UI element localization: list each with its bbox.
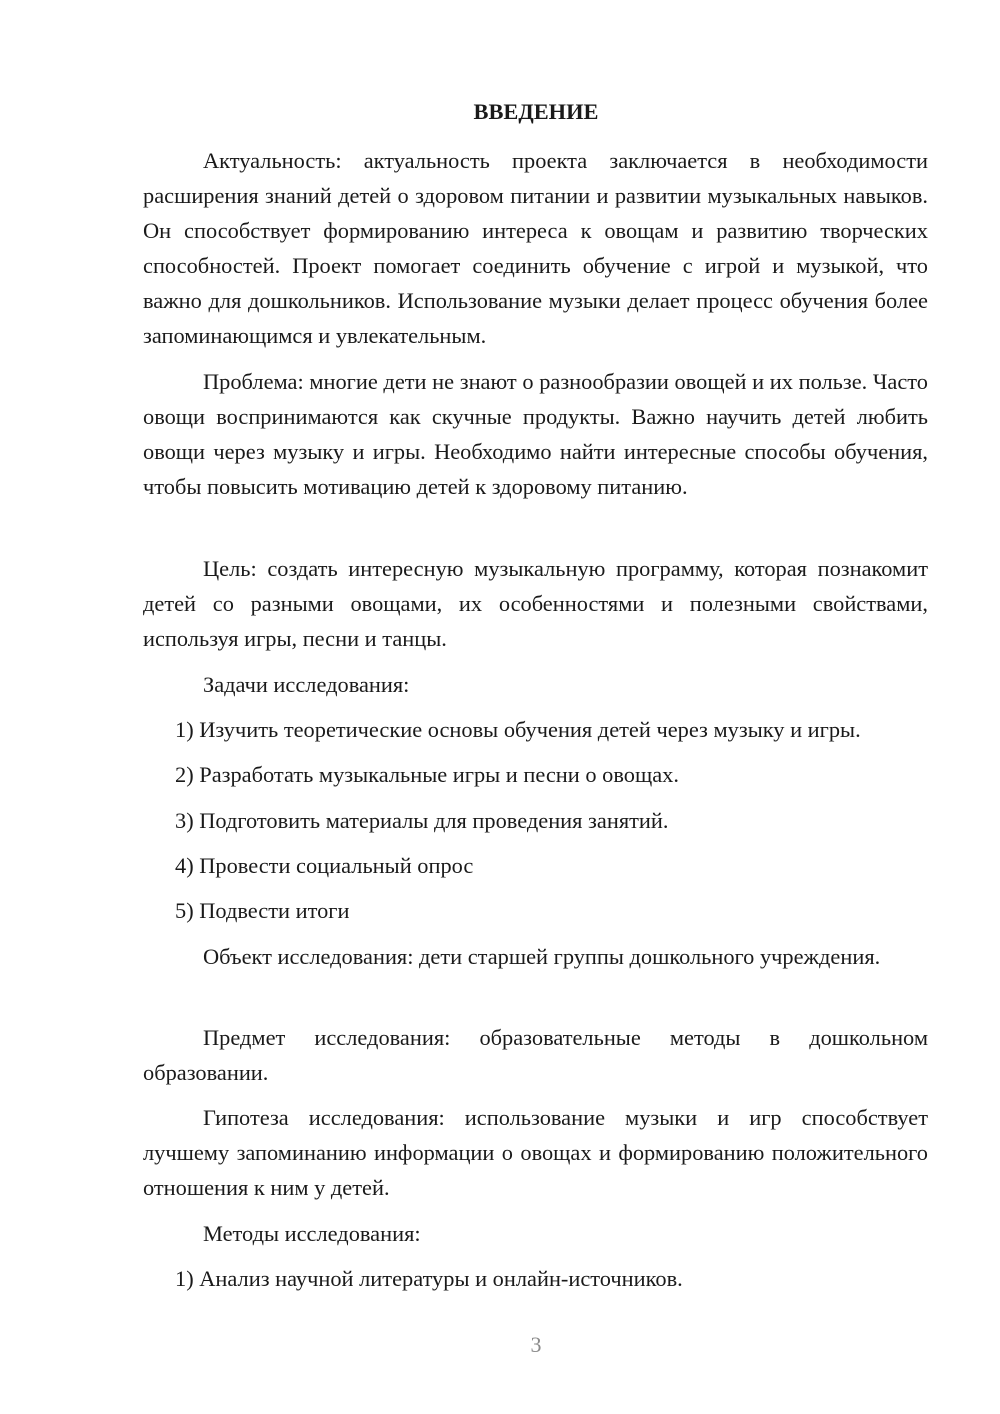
methods-heading: Методы исследования: xyxy=(203,1221,421,1246)
object-paragraph: Объект исследования: дети старшей группы дошкольного учреждения. xyxy=(203,944,881,969)
page-number: 3 xyxy=(530,1332,542,1357)
task-item: 1) Изучить теоретические основы обучения детей через музыку и игры. xyxy=(175,717,861,742)
task-item: 4) Провести социальный опрос xyxy=(175,853,474,878)
task-item: 5) Подвести итоги xyxy=(175,898,350,923)
tasks-heading: Задачи исследования: xyxy=(203,672,410,697)
hypothesis-paragraph: Гипотеза исследования: использование музыки и игр способствует лучшему запоминанию информации о овощах и формированию положительного отношения к ним у детей. xyxy=(143,1105,928,1200)
section-title: ВВЕДЕНИЕ xyxy=(473,99,599,124)
method-item: 1) Анализ научной литературы и онлайн-источников. xyxy=(175,1266,683,1291)
problem-paragraph: Проблема: многие дети не знают о разнообразии овощей и их пользе. Часто овощи воспринимаются как скучные продукты. Важно научить детей любить овощи через музыку и игры. Необходимо найти интересные способы обучения, чтобы повысить мотивацию детей к здоровому питанию. xyxy=(143,369,928,499)
task-item: 3) Подготовить материалы для проведения занятий. xyxy=(175,808,669,833)
subject-paragraph: Предмет исследования: образовательные методы в дошкольном образовании. xyxy=(143,1025,928,1085)
goal-paragraph: Цель: создать интересную музыкальную программу, которая познакомит детей со разными овощами, их особенностями и полезными свойствами, используя игры, песни и танцы. xyxy=(143,556,928,651)
relevance-paragraph: Актуальность: актуальность проекта заключается в необходимости расширения знаний детей о здоровом питании и развитии музыкальных навыков. Он способствует формированию интереса к овощам и развитию творческих способностей. Проект помогает соединить обучение с игрой и музыкой, что важно для дошкольников. Использование музыки делает процесс обучения более запоминающимся и увлекательным. xyxy=(143,148,928,348)
task-item: 2) Разработать музыкальные игры и песни о овощах. xyxy=(175,762,679,787)
